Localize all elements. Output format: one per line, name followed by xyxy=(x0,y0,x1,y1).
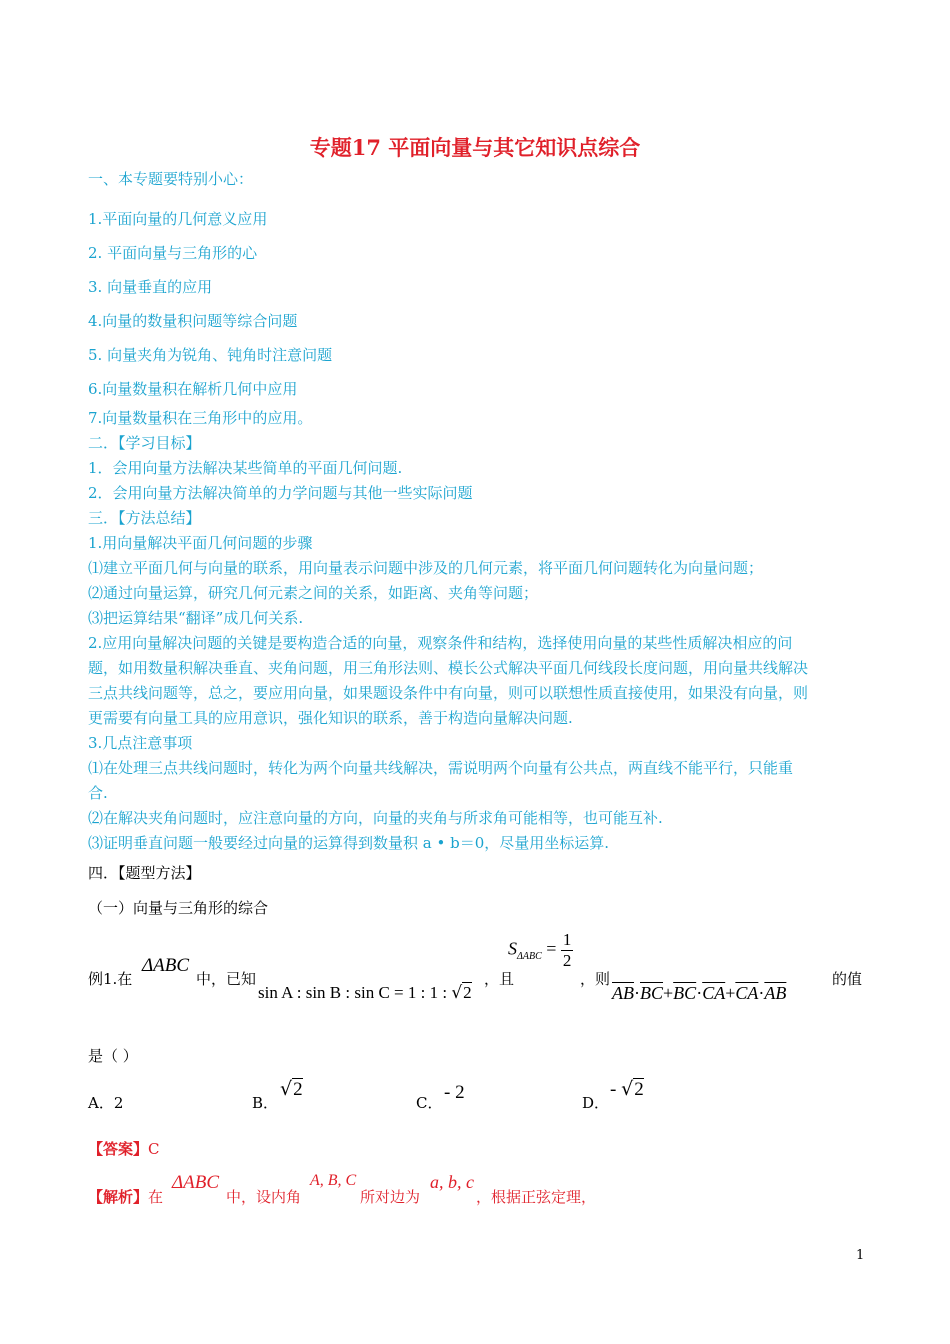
example-suffix: 的值 xyxy=(832,970,863,988)
analysis-text-1: 在 xyxy=(148,1188,164,1206)
section3-heading: 三．【方法总结】 xyxy=(88,509,201,527)
area-denominator: 2 xyxy=(562,951,572,970)
section1-item-3: 3. 向量垂直的应用 xyxy=(88,278,213,296)
area-equals: = xyxy=(546,938,557,959)
vector-bc-1: $\overline{BC}$ xyxy=(640,983,664,1003)
option-c-label: C． xyxy=(416,1094,443,1112)
option-d-label: D． xyxy=(582,1094,610,1112)
option-a-label: A． xyxy=(88,1094,114,1112)
analysis-text-4: ，根据正弦定理， xyxy=(476,1188,597,1206)
analysis-angles: A, B, C xyxy=(310,1172,357,1189)
area-subscript: ΔABC xyxy=(517,951,542,963)
section2-item-1: 1．会用向量方法解决某些简单的平面几何问题. xyxy=(88,459,403,477)
option-b-radicand: 2 xyxy=(293,1079,303,1100)
example-mid2: ，且 xyxy=(484,970,515,988)
section3-line-3: ⑵通过向量运算，研究几何元素之间的关系，如距离、夹角等问题； xyxy=(88,584,539,602)
section1-item-1: 1.平面向量的几何意义应用 xyxy=(88,210,268,228)
dot-product-expression xyxy=(612,983,786,1004)
vector-ab-1: $\overline{AB}$ xyxy=(612,983,634,1003)
dot-op-2: · xyxy=(696,983,703,1003)
section3-line-10: ⑴在处理三点共线问题时，转化为两个向量共线解决，需说明两个向量有公共点，两直线不能平行，只能重 xyxy=(88,759,794,777)
section3-line-5: 2.应用向量解决问题的关键是要构造合适的向量，观察条件和结构，选择使用向量的某些性质解决相应的问 xyxy=(88,634,793,652)
section2-heading: 二．【学习目标】 xyxy=(88,434,201,452)
vector-ca-2: $\overline{CA}$ xyxy=(735,983,759,1003)
option-a-value: 2 xyxy=(113,1094,124,1112)
area-numerator: 1 xyxy=(562,930,572,949)
sqrt-icon: √ xyxy=(451,983,463,1003)
option-c-value: - 2 xyxy=(444,1082,465,1103)
sine-ratio-left: sin A : sin B : sin C = 1 : 1 : xyxy=(258,983,452,1002)
area-lhs: S xyxy=(508,938,517,959)
answer-value: C xyxy=(148,1140,160,1158)
section1-item-4: 4.向量的数量积问题等综合问题 xyxy=(88,312,298,330)
section4-subheading: （一）向量与三角形的综合 xyxy=(88,899,269,917)
option-b-value xyxy=(280,1078,303,1101)
plus-op-2: + xyxy=(725,983,736,1003)
section3-line-1: 1.用向量解决平面几何问题的步骤 xyxy=(88,534,313,552)
sqrt-icon: √ xyxy=(280,1078,293,1100)
page-title: 专题17 平面向量与其它知识点综合 xyxy=(309,135,641,160)
section1-item-2: 2. 平面向量与三角形的心 xyxy=(88,244,258,262)
section1-item-6: 6.向量数量积在解析几何中应用 xyxy=(88,380,298,398)
sine-ratio xyxy=(258,983,472,1003)
sqrt-icon: √ xyxy=(621,1078,634,1100)
plus-op-1: + xyxy=(663,983,674,1003)
area-expression xyxy=(508,930,573,971)
analysis-triangle: ΔABC xyxy=(172,1172,220,1193)
analysis xyxy=(88,1186,163,1207)
option-d-radicand: 2 xyxy=(634,1079,644,1100)
vector-bc-2: $\overline{BC}$ xyxy=(673,983,697,1003)
example-prefix: 例1.在 xyxy=(88,970,133,988)
example-mid3: ，则 xyxy=(580,970,611,988)
answer-label: 【答案】 xyxy=(88,1140,149,1158)
option-a xyxy=(88,1092,123,1113)
area-fraction xyxy=(561,930,574,971)
dot-op-3: · xyxy=(758,983,765,1003)
analysis-text-2: 中，设内角 xyxy=(226,1188,302,1206)
section3-line-7: 三点共线问题等，总之，要应用向量，如果题设条件中有向量，则可以联想性质直接使用，如果没有向量，则 xyxy=(88,684,809,702)
option-d-prefix: - xyxy=(610,1079,622,1100)
option-b-label: B． xyxy=(252,1094,279,1112)
analysis-sides: a, b, c xyxy=(430,1172,474,1192)
section1-item-7: 7.向量数量积在三角形中的应用。 xyxy=(88,409,313,427)
section3-line-4: ⑶把运算结果“翻译”成几何关系. xyxy=(88,609,304,627)
dot-op-1: · xyxy=(634,983,640,1003)
section2-item-2: 2．会用向量方法解决简单的力学问题与其他一些实际问题 xyxy=(88,484,473,502)
section3-line-12: ⑵在解决夹角问题时，应注意向量的方向，向量的夹角与所求角可能相等，也可能互补. xyxy=(88,809,663,827)
sine-ratio-sqrt: 2 xyxy=(463,983,472,1002)
example-mid1: 中，已知 xyxy=(196,970,257,988)
vector-ca-1: $\overline{CA}$ xyxy=(702,983,726,1003)
section3-line-2: ⑴建立平面几何与向量的联系，用向量表示问题中涉及的几何元素，将平面几何问题转化为向量问题； xyxy=(88,559,764,577)
section3-line-13: ⑶证明垂直问题一般要经过向量的运算得到数量积 a • b＝0，尽量用坐标运算. xyxy=(88,834,610,852)
section3-line-11: 合. xyxy=(88,784,108,802)
section3-line-6: 题，如用数量积解决垂直、夹角问题，用三角形法则、模长公式解决平面几何线段长度问题，用向量共线解决 xyxy=(88,659,809,677)
example-tail: 是（ ） xyxy=(88,1047,138,1065)
option-d-value xyxy=(610,1078,644,1101)
page-number: 1 xyxy=(856,1248,865,1263)
section1-item-5: 5. 向量夹角为锐角、钝角时注意问题 xyxy=(88,346,333,364)
vector-ab-2: $\overline{AB}$ xyxy=(764,983,787,1003)
section3-line-8: 更需要有向量工具的应用意识，强化知识的联系，善于构造向量解决问题. xyxy=(88,709,573,727)
example-triangle: ΔABC xyxy=(142,955,190,976)
section4-heading: 四．【题型方法】 xyxy=(88,864,201,882)
section3-line-9: 3.几点注意事项 xyxy=(88,734,193,752)
answer xyxy=(88,1138,160,1159)
section1-heading: 一、本专题要特别小心： xyxy=(88,170,254,188)
analysis-label: 【解析】 xyxy=(88,1188,149,1206)
analysis-text-3: 所对边为 xyxy=(360,1188,421,1206)
